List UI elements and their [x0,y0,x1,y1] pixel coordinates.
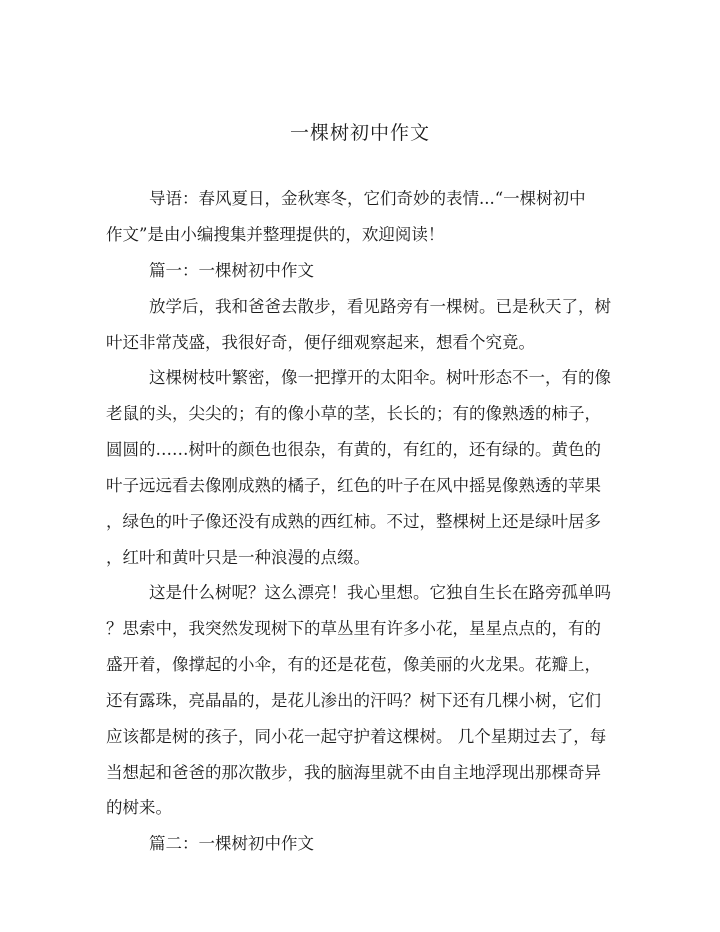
paragraph-line: 当想起和爸爸的那次散步，我的脑海里就不由自主地浮现出那棵奇异 [106,763,601,782]
paragraph-line: ，绿色的叶子像还没有成熟的西红柿。不过，整棵树上还是绿叶居多 [106,512,601,531]
paragraph-line: ？思索中，我突然发现树下的草丛里有许多小花，星星点点的，有的 [106,619,601,638]
intro-line: 作文”是由小编搜集并整理提供的，欢迎阅读！ [106,225,445,244]
paragraph-line: ，红叶和黄叶只是一种浪漫的点缀。 [106,548,370,567]
paragraph-line: 圆圆的……树叶的颜色也很杂，有黄的，有红的，还有绿的。黄色的 [106,440,601,459]
paragraph-line: 放学后，我和爸爸去散步，看见路旁有一棵树。已是秋天了，树 [149,297,611,316]
paragraph-line: 的树来。 [106,798,172,817]
section-heading: 篇二：一棵树初中作文 [149,834,314,853]
paragraph-line: 这棵树枝叶繁密，像一把撑开的太阳伞。树叶形态不一，有的像 [149,368,611,387]
intro-line: 导语：春风夏日，金秋寒冬，它们奇妙的表情...“一棵树初中 [149,189,586,208]
paragraph-line: 叶还非常茂盛，我很好奇，便仔细观察起来，想看个究竟。 [106,333,535,352]
paragraph-line: 老鼠的头，尖尖的；有的像小草的茎，长长的；有的像熟透的柿子， [106,404,601,423]
paragraph-line: 叶子远远看去像刚成熟的橘子，红色的叶子在风中摇晃像熟透的苹果 [106,476,601,495]
paragraph-line: 这是什么树呢？这么漂亮！我心里想。它独自生长在路旁孤单吗 [149,583,611,602]
section-heading: 篇一：一棵树初中作文 [149,261,314,280]
page-title: 一棵树初中作文 [289,122,430,144]
paragraph-line: 还有露珠，亮晶晶的，是花儿渗出的汗吗？树下还有几棵小树，它们 [106,691,601,710]
paragraph-line: 盛开着，像撑起的小伞，有的还是花苞，像美丽的火龙果。花瓣上， [106,655,601,674]
paragraph-line: 应该都是树的孩子，同小花一起守护着这棵树。 几个星期过去了，每 [106,727,607,746]
